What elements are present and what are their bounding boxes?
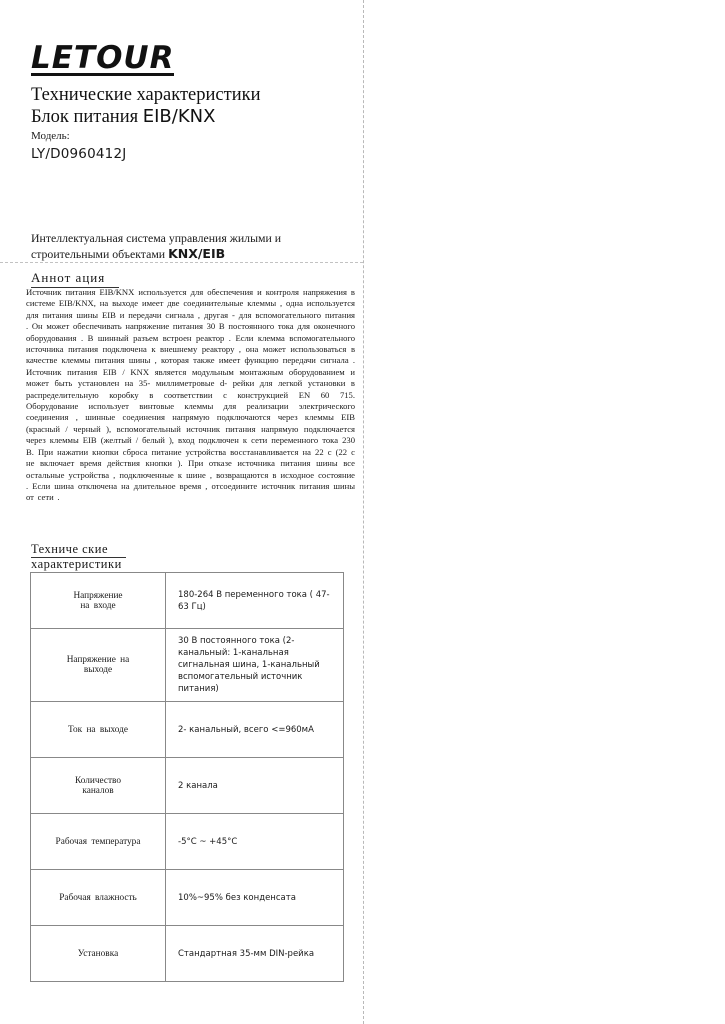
tagline-standard: KNX/EIB bbox=[168, 246, 226, 261]
tagline-line-2: строительными объектами bbox=[31, 247, 166, 261]
specs-heading-line-1: Техниче ские bbox=[31, 542, 126, 558]
table-row bbox=[31, 629, 344, 702]
annotation-body: Источник питания EIB/KNX используется для обеспечения и контроля напряжения в системе EIB/KNX, на выходе имеет две соединительные клеммы , одна используется для питания шины EIB и передачи сигнала , другая - для вспомогательного питания . Он может обеспечивать напряжение питания 30 В постоянного тока для оконечного оборудования . В шинный разъем встроен реактор . Если клемма вспомогательного источника питания подключена к внешнему реактору , она может использоваться в качестве клеммы питания шины , которая также имеет функцию передачи сигнала . Источник питания EIB / KNX является модульным монтажным оборудованием и может быть установлен на 35- миллиметровые d- рейки для легкой установки в распределительную коробку в соответствии с конструкцией EN 60 715. Оборудование использует винтовые клеммы для реализации электрического соединения , шинные соединения напрямую подключаются через клеммы EIB (красный / черный ), вспомогательный источник питания напрямую подключается через клеммы EIB (желтый / белый ), вход подключен к сети переменного тока 230 В. При нажатии кнопки сброса питание устройства восстанавливается на 22 с (22 с не включает время действия кнопки ). При отказе источника питания шины все остальные устройства , подключенные к шине , возвращаются в исходное состояние . Если шина отключена на длительное время , отсоедините источник питания шины от сети . bbox=[26, 287, 355, 503]
spec-key-line1: Напряжение bbox=[73, 590, 123, 601]
spec-key-line1: Количество bbox=[74, 775, 122, 786]
annotation-heading: Аннот ация bbox=[31, 270, 119, 288]
spec-key bbox=[31, 629, 166, 702]
specs-heading bbox=[31, 542, 126, 572]
table-row bbox=[31, 926, 344, 982]
spec-value: Стандартная 35-мм DIN-рейка bbox=[166, 926, 344, 982]
page-title bbox=[31, 84, 351, 128]
spec-key-line2: каналов bbox=[82, 785, 114, 796]
spec-key-line2: на входе bbox=[80, 600, 116, 611]
spec-value: 180-264 В переменного тока ( 47-63 Гц) bbox=[166, 573, 344, 629]
brand-logo: LETOUR bbox=[31, 40, 175, 76]
spec-key: Ток на выходе bbox=[31, 702, 166, 758]
tagline bbox=[31, 231, 351, 262]
spec-value: 2 канала bbox=[166, 758, 344, 814]
tagline-divider bbox=[0, 262, 363, 263]
table-row bbox=[31, 870, 344, 926]
spec-key: Рабочая влажность bbox=[31, 870, 166, 926]
model-value: LY/D0960412J bbox=[31, 146, 127, 162]
spec-key bbox=[31, 758, 166, 814]
title-line-2-prefix: Блок питания bbox=[31, 107, 139, 127]
tagline-line-1: Интеллектуальная система управления жилыми и bbox=[31, 231, 282, 245]
spec-key bbox=[31, 573, 166, 629]
specifications-table bbox=[30, 572, 344, 982]
spec-key-line1: Напряжение на bbox=[66, 655, 130, 665]
spec-value: -5°C ~ +45°C bbox=[166, 814, 344, 870]
title-line-2-suffix: EIB/KNX bbox=[142, 106, 216, 127]
annotation-heading-wrap bbox=[31, 269, 119, 288]
table-row bbox=[31, 814, 344, 870]
spec-key: Установка bbox=[31, 926, 166, 982]
specs-heading-line-2: характеристики bbox=[31, 557, 122, 571]
table-row bbox=[31, 573, 344, 629]
spec-value: 10%~95% без конденсата bbox=[166, 870, 344, 926]
spec-key: Рабочая температура bbox=[31, 814, 166, 870]
table-row bbox=[31, 758, 344, 814]
spec-key-line2: выходе bbox=[83, 665, 113, 675]
spec-value: 2- канальный, всего <=960мА bbox=[166, 702, 344, 758]
spec-value: 30 В постоянного тока (2-канальный: 1-канальная сигнальная шина, 1-канальный вспомогательный источник питания) bbox=[166, 629, 344, 702]
table-row bbox=[31, 702, 344, 758]
right-column bbox=[363, 0, 725, 1024]
model-label: Модель: bbox=[31, 130, 70, 142]
title-line-1: Технические характеристики bbox=[31, 85, 261, 105]
